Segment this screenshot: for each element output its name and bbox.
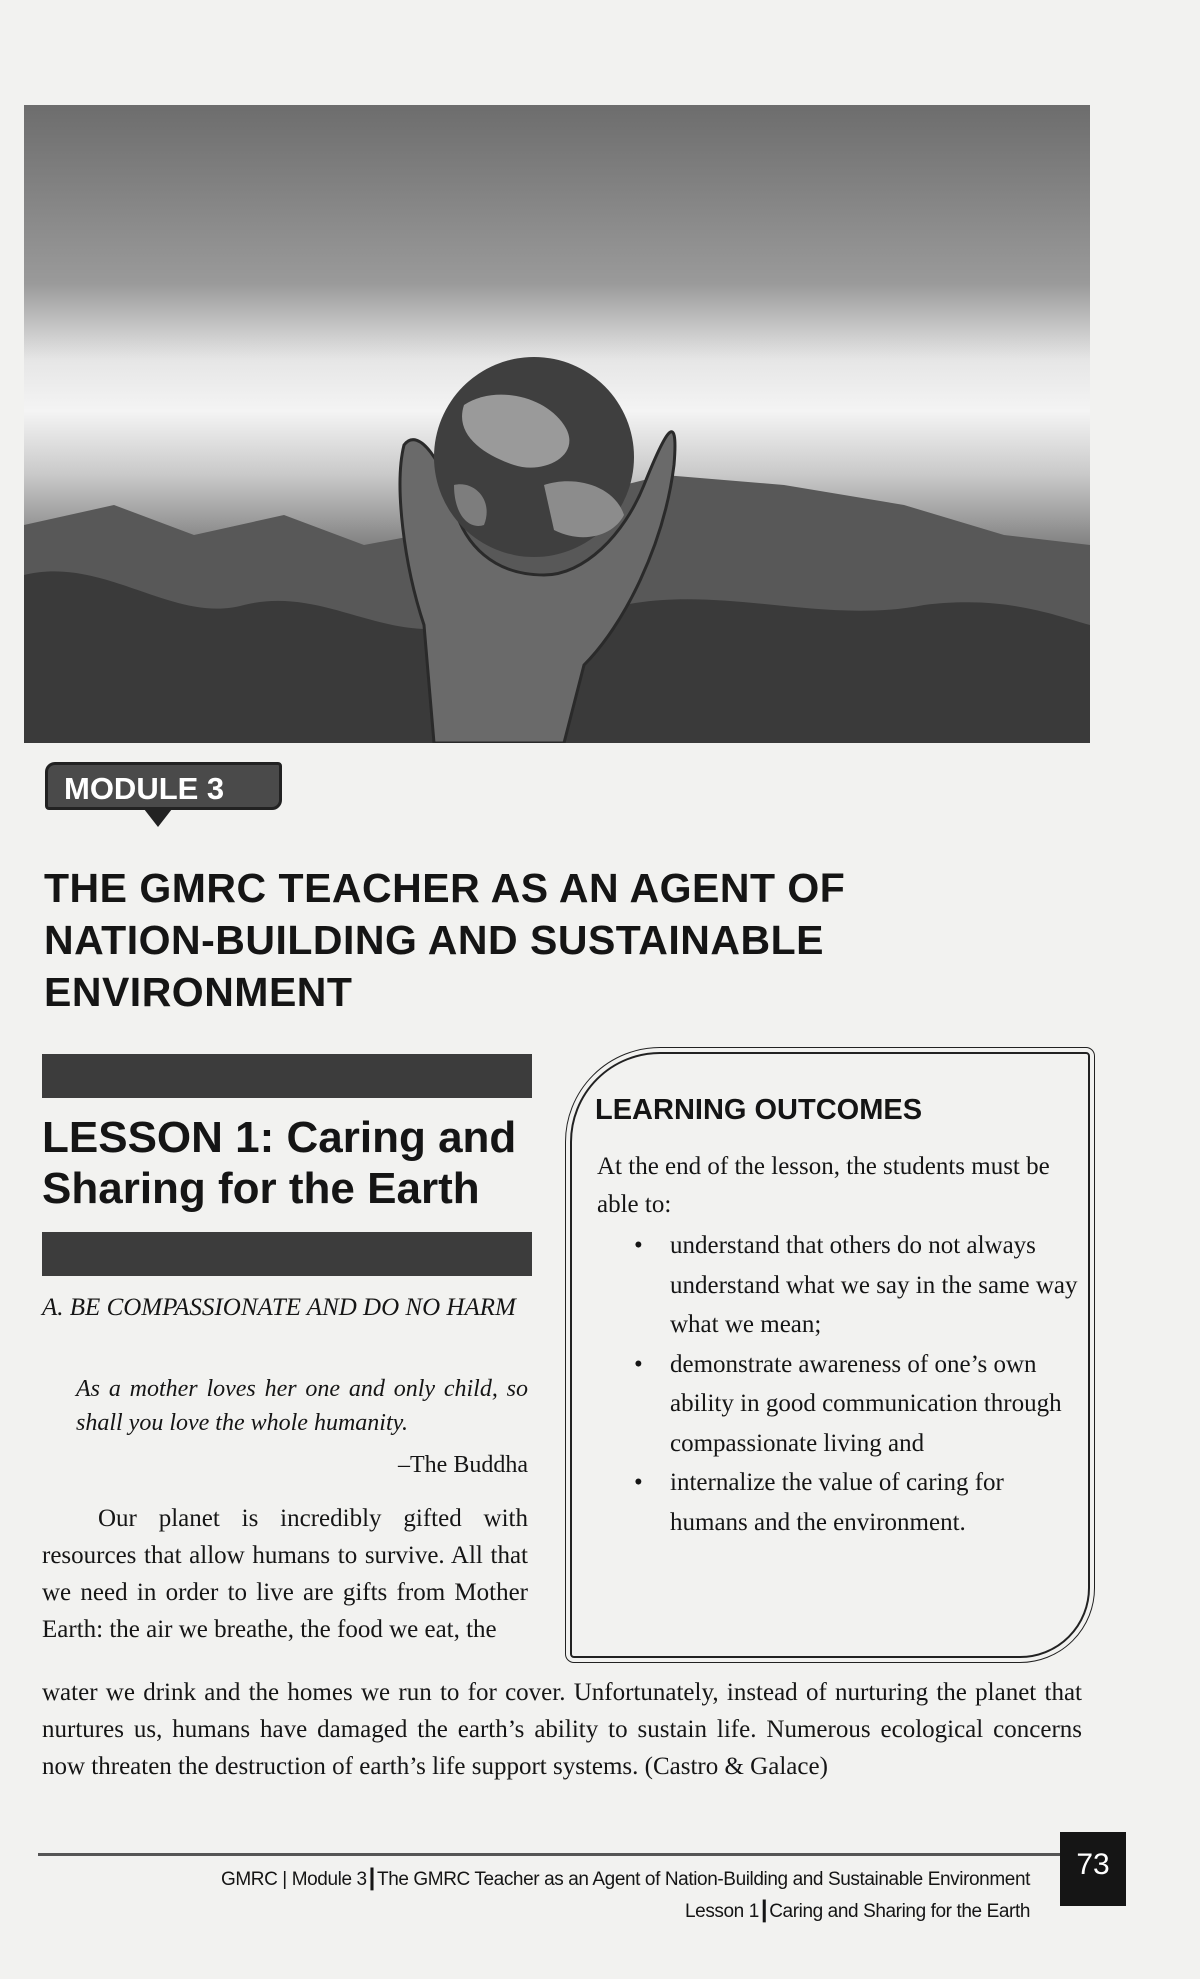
footer-module-label: GMRC | Module 3 xyxy=(220,1869,367,1890)
module-title: THE GMRC TEACHER AS AN AGENT OF NATION-BUILDING AND SUSTAINABLE ENVIRONMENT xyxy=(44,865,846,1015)
body-paragraph-bottom: water we drink and the homes we run to for cover. Unfortunately, instead of nurturing the planet that nurtures us, humans have damaged the earth’s ability to sustain life. Numerous ecological concerns now threaten the destruction of earth’s life support systems. (Castro & Galace) xyxy=(42,1679,1082,1780)
module-tag: MODULE 3 xyxy=(45,762,282,810)
quote-author: –The Buddha xyxy=(398,1452,528,1478)
learning-outcome-text: internalize the value of caring for humans and the environment. xyxy=(670,1469,1004,1536)
bullet-icon: • xyxy=(634,1469,643,1496)
bullet-icon: • xyxy=(634,1232,643,1259)
page-number: 73 xyxy=(1060,1832,1126,1906)
lesson-title: LESSON 1: Caring and Sharing for the Earth xyxy=(42,1113,517,1213)
footer-module-title: The GMRC Teacher as an Agent of Nation-Building and Sustainable Environment xyxy=(377,1869,1030,1890)
footer-rule xyxy=(38,1853,1060,1856)
learning-outcome-text: demonstrate awareness of one’s own ability in good communication through compassionate living and xyxy=(670,1350,1062,1457)
footer-separator: | xyxy=(368,1864,375,1891)
learning-outcomes-list xyxy=(634,1226,1084,1542)
learning-outcome-text: understand that others do not always understand what we say in the same way what we mean; xyxy=(670,1232,1078,1338)
learning-outcome-item xyxy=(634,1226,1084,1345)
cover-photo-hand-holding-globe xyxy=(24,105,1090,743)
footer-separator: | xyxy=(760,1896,768,1923)
section-heading: A. BE COMPASSIONATE AND DO NO HARM xyxy=(42,1294,516,1321)
lesson-title-bar-top xyxy=(42,1054,532,1098)
learning-outcome-item xyxy=(634,1345,1084,1464)
footer-line-1 xyxy=(130,1864,1030,1892)
learning-outcomes-intro: At the end of the lesson, the students must be able to: xyxy=(597,1153,1050,1218)
footer-lesson-title: Caring and Sharing for the Earth xyxy=(769,1901,1030,1922)
bullet-icon: • xyxy=(634,1350,643,1378)
lesson-title-bar-bottom xyxy=(42,1232,532,1276)
footer-lesson-label: Lesson 1 xyxy=(684,1901,759,1922)
footer-line-2 xyxy=(130,1896,1030,1924)
body-paragraph-top: Our planet is incredibly gifted with resources that allow humans to survive. All that we need in order to live are gifts from Mother Earth: the air we breathe, the food we eat, the xyxy=(42,1505,528,1643)
learning-outcomes-title: LEARNING OUTCOMES xyxy=(595,1094,923,1126)
buddha-quote: As a mother loves her one and only child, so shall you love the whole humanity. xyxy=(76,1376,528,1436)
learning-outcome-item xyxy=(634,1463,1084,1542)
